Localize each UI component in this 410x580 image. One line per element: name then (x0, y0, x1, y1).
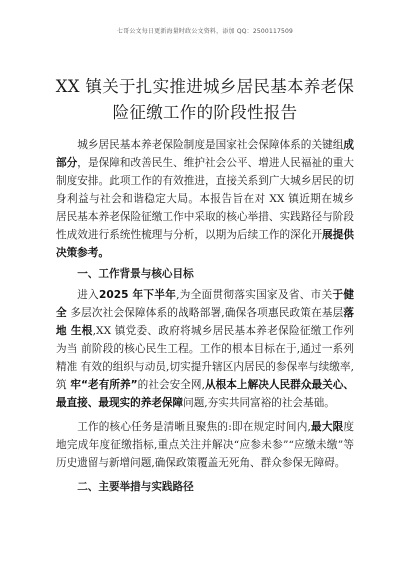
bg-text-3: 多层次社会保障体系的战略部署,确保各项惠民政策在基层 (66, 307, 344, 319)
bg-bold-1: 2025 年下半年 (99, 289, 177, 301)
bg-bold-5: 从根本上解决人民群众最关心、 最直接、最现实的养老保障 (56, 379, 355, 409)
bg-text-2: ,为全面贯彻落实国家及省、市关 (176, 289, 333, 301)
background-paragraph (56, 286, 354, 412)
document-body (56, 136, 354, 499)
bg-text-5: 的社会安全网, (137, 379, 205, 391)
intro-paragraph (56, 136, 354, 262)
task-text-1: 工作的核心任务是清晰且聚焦的:即在规定时间内, (77, 421, 311, 433)
bg-text-4: ,XX 镇党委、政府将城乡居民基本养老保险征缴工作列为当 前阶段的核心民生工程。工作的根本目标在于,通过一系列精准 有效的组织与动员,切实提升辖区内居民的参保率与续缴率,筑 (56, 325, 354, 391)
core-task-paragraph (56, 418, 354, 472)
bg-text-1: 进入 (77, 289, 99, 301)
bg-text-6: 问题,夯实共同富裕的社会基础。 (183, 397, 335, 409)
bg-bold-4: 牢“老有所养” (66, 379, 138, 391)
intro-bold-1: 成部分 (56, 139, 354, 169)
task-text-2: 度地完成年度征缴指标,重点关注并解决“应参未参”“应缴未缴”等历史遗留与新增问题,确保政策覆盖无死角、群众参保无障碍。 (56, 421, 355, 469)
document-title: XX 镇关于扎实推进城乡居民基本养老保险征缴工作的阶段性报告 (55, 77, 355, 122)
section-heading-background: 一、工作背景与核心目标 (77, 268, 194, 280)
intro-text-1: 城乡居民基本养老保险制度是国家社会保障体系的关键组 (77, 139, 344, 151)
intro-text-2: ，是保障和改善民生、维护社会公平、增进人民福祉的重大制度安排。此项工作的有效推进，直接关系到广大城乡居民的切身利益与社会和谐稳定大局。本报告旨在对 XX 镇近期在城乡 居民基本养老保险征缴工作中采取的核心举措、实践路径与阶段 性成效进行系统性梳理与分析，以期为后续工作的深化开 (56, 157, 355, 241)
bg-bold-2: 于健全 (56, 289, 354, 319)
intro-bold-2: 展提供 决策参考。 (56, 229, 355, 259)
task-bold-1: 最大限 (310, 421, 344, 433)
bg-bold-3: 落地 生根 (56, 307, 354, 337)
header-note: 七哥公文每日更新海量时政公文资料，添加 QQ：2500117509 (116, 28, 294, 35)
section-heading-measures: 二、主要举措与实践路径 (77, 481, 194, 493)
